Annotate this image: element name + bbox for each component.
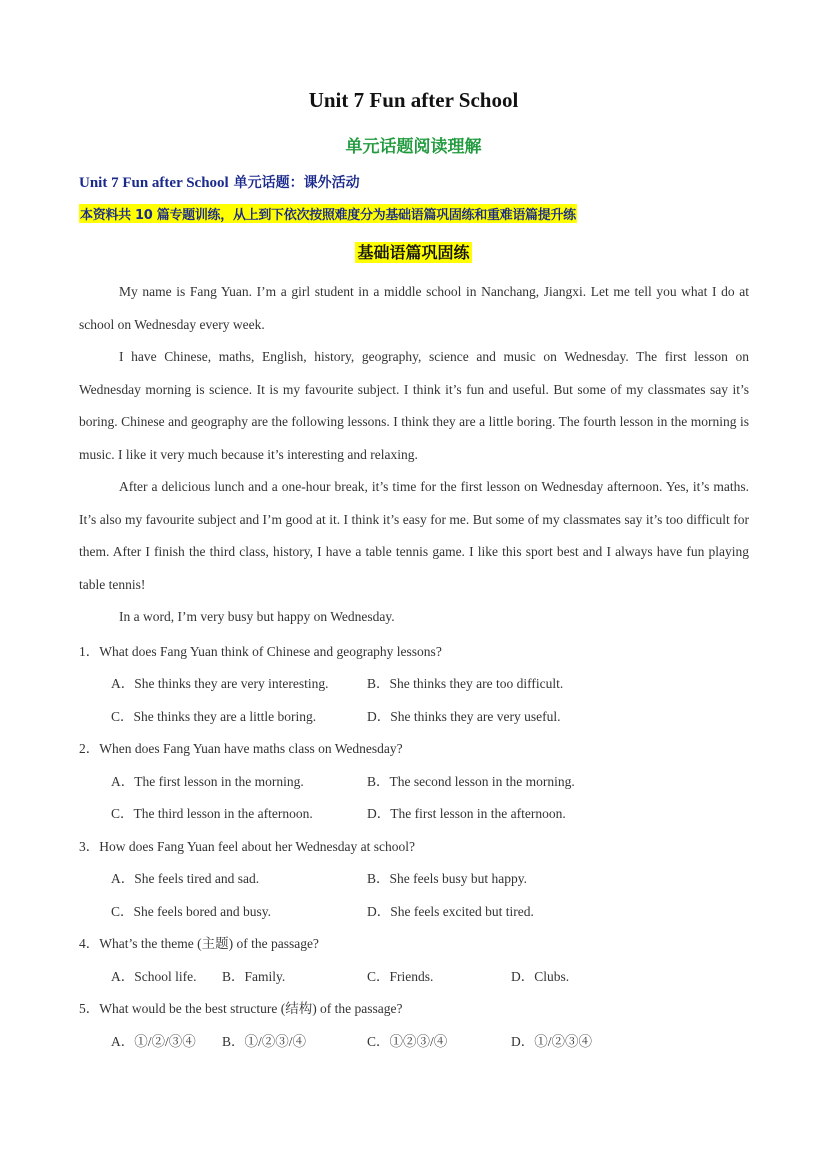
- page-subtitle: 单元话题阅读理解: [345, 137, 482, 157]
- question-1-option-d: D．She thinks they are very useful.: [367, 709, 561, 724]
- question-2-option-b: B．The second lesson in the morning.: [367, 774, 575, 789]
- question-5-option-c: C．①②③/④: [367, 1034, 448, 1049]
- question-1-option-a: A．She thinks they are very interesting.: [111, 676, 329, 691]
- question-1-option-c: C．She thinks they are a little boring.: [111, 709, 317, 724]
- unit-topic: [79, 172, 360, 192]
- question-2: 2．When does Fang Yuan have maths class on Wednesday?: [79, 741, 403, 756]
- unit-topic-en: Unit 7 Fun after School: [79, 175, 229, 191]
- question-3-option-a: A．She feels tired and sad.: [111, 871, 260, 886]
- question-3-option-d: D．She feels excited but tired.: [367, 904, 534, 919]
- question-5-option-b: B．①/②③/④: [222, 1034, 307, 1049]
- question-2-option-a: A．The first lesson in the morning.: [111, 774, 304, 789]
- material-note: 本资料共 10 篇专题训练，从上到下依次按照难度分为基础语篇巩固练和重难语篇提升练: [79, 204, 577, 223]
- passage-paragraph-3: After a delicious lunch and a one-hour break, it’s time for the first lesson on Wednesday afternoon. Yes, it’s maths. It’s also my favourite subject and I’m good at it. I think it’s easy for me. But some of my classmates say it’s too difficult for them. After I finish the third class, history, I have a table tennis game. I like this sport best and I always have fun playing table tennis!: [79, 479, 749, 592]
- question-1: 1．What does Fang Yuan think of Chinese and geography lessons?: [79, 644, 442, 659]
- question-4-option-b: B．Family.: [222, 969, 286, 984]
- question-2-option-c: C．The third lesson in the afternoon.: [111, 806, 313, 821]
- question-3: 3．How does Fang Yuan feel about her Wednesday at school?: [79, 839, 415, 854]
- section-heading-text: 基础语篇巩固练: [357, 243, 470, 262]
- question-3-option-c: C．She feels bored and busy.: [111, 904, 271, 919]
- question-2-option-d: D．The first lesson in the afternoon.: [367, 806, 566, 821]
- passage-paragraph-1: My name is Fang Yuan. I’m a girl student in a middle school in Nanchang, Jiangxi. Let me tell you what I do at school on Wednesday every week.: [79, 284, 749, 332]
- question-4-option-d: D．Clubs.: [511, 969, 570, 984]
- passage-paragraph-2: I have Chinese, maths, English, history, geography, science and music on Wednesday. The first lesson on Wednesday morning is science. It is my favourite subject. I think it’s fun and useful. But some of my classmates say it’s boring. Chinese and geography are the following lessons. I think they are a little boring. The fourth lesson in the morning is music. I like it very much because it’s interesting and relaxing.: [79, 349, 749, 462]
- question-5-option-a: A．①/②/③④: [111, 1034, 196, 1049]
- question-5: 5．What would be the best structure (结构) of the passage?: [79, 1001, 403, 1016]
- question-1-option-b: B．She thinks they are too difficult.: [367, 676, 564, 691]
- passage-paragraph-4: In a word, I’m very busy but happy on Wednesday.: [119, 609, 395, 624]
- section-heading: [0, 240, 827, 263]
- question-4: 4．What’s the theme (主题) of the passage?: [79, 936, 319, 951]
- question-3-option-b: B．She feels busy but happy.: [367, 871, 527, 886]
- unit-topic-cn: 单元话题：课外活动: [228, 175, 360, 191]
- question-5-option-d: D．①/②③④: [511, 1034, 592, 1049]
- page-title: Unit 7 Fun after School: [308, 88, 519, 112]
- question-4-option-a: A．School life.: [111, 969, 197, 984]
- question-4-option-c: C．Friends.: [367, 969, 434, 984]
